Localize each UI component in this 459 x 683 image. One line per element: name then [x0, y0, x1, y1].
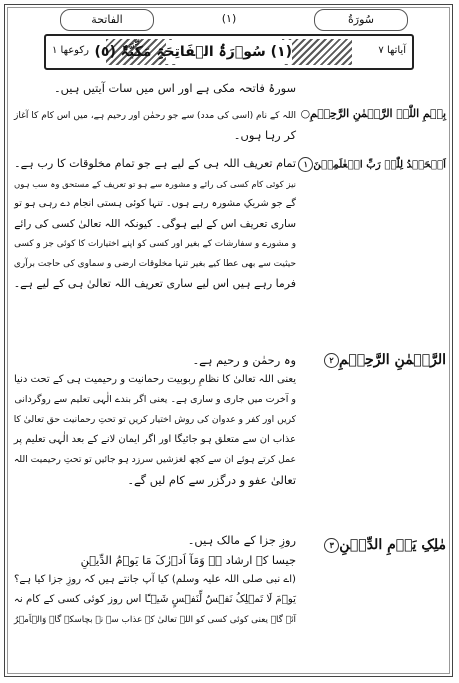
surah-banner — [44, 34, 414, 70]
verse-translation-line: فرما رہے ہیں اس لیے ساری تعریف اللہ تعالیٰ ہی کے لیے ہے۔ — [13, 277, 296, 290]
verse-translation-line: آئے گا۔ یعنی کوئی کسی کو اللہ تعالیٰ کے عذاب سے نہ بچاسکے گا۔ وَالۡاَمۡرُ — [13, 615, 296, 625]
verse-translation-line: عمل کرتے ہوئے ان سے کچھ لغزشیں سرزد ہو جائیں تو تحتِ رحیمیت اللہ — [13, 454, 296, 465]
verse-arabic-text: بِسۡمِ اللّٰہِ الرَّحۡمٰنِ الرَّحِیۡمِ — [310, 107, 446, 120]
verse-translation-line: اللہ کے نام (اسی کی مدد) سے جو رحمٰن اور رحیم ہے، میں اس کام کا آغاز — [13, 111, 296, 121]
ayat-count: آیاتھا ٧ — [378, 45, 406, 56]
page-number: (١) — [221, 12, 237, 25]
verse-translation-line: حیثیت سے بھی عطا کیے بغیر تنہا مخلوقات ارضی و سماوی کی حاجت برآری — [13, 259, 296, 269]
header-surah-label: سُورَةُ — [314, 9, 408, 31]
verse-translation-line: روزِ جزا کے مالک ہیں۔ — [187, 533, 296, 547]
verse-translation-line: کر رہا ہوں۔ — [233, 128, 296, 142]
verse-translation-line: یعنی اللہ تعالیٰ کا نظامِ ربوبیت رحمانیت و رحیمیت ہی کے تحت دنیا — [14, 374, 296, 385]
surah-title: (١) سُوۡرَۃُ الۡفَاتِحَۃِ مَکِّیَّۃٌ (٥) — [166, 40, 292, 64]
verse-arabic — [321, 352, 446, 368]
verse-arabic-text: مٰلِکِ یَوۡمِ الدِّیۡنِ — [339, 537, 446, 553]
verse-arabic — [301, 107, 446, 120]
verse-translation-line: تمام تعریف اللہ ہی کے لیے ہے جو تمام مخلوقات کا رب ہے۔ — [14, 157, 296, 170]
verse-arabic-text: اَلۡحَمۡدُ لِلّٰہِ رَبِّ الۡعٰلَمِیۡنَ — [313, 158, 446, 171]
verse-end-marker: ○ — [300, 107, 311, 120]
verse-number-marker: ١ — [298, 157, 313, 172]
verse-arabic — [321, 537, 446, 553]
verse-translation-line: و آخرت میں جاری و ساری ہے۔ یعنی اگر بندے الٰہی تعلیم سے روگردانی — [14, 394, 296, 405]
verse-arabic-text: الرَّحۡمٰنِ الرَّحِیۡمِ — [339, 352, 446, 368]
verse-translation-line: عذاب ان سے متعلق ہو جائیگا اور اگر ایمان لانے کے بعد الٰہی تعلیم پر — [13, 434, 296, 445]
verse-number-marker: ٣ — [324, 538, 339, 553]
verse-arabic — [295, 157, 446, 172]
header-surah-name: الفاتحة — [60, 9, 154, 31]
verse-translation-line: ساری تعریف اس کے لیے ہوگی۔ کیونکہ اللہ تعالیٰ کسی کی رائے — [14, 218, 296, 230]
verse-translation-line: نیز کوئی کام کسی کی رائے و مشورہ سے ہو تو تعریف کے مستحق وہ سب ہوں — [14, 179, 296, 189]
verse-translation-line: و مشورے و سفارشات کے بغیر اور کسی کو اپنے اختیارات کا کوئی جز و کسی — [14, 239, 296, 249]
ruku-count: رکوعھا ١ — [52, 45, 89, 56]
banner-ornament-right — [282, 39, 352, 65]
verse-translation-line: جیسا کہ ارشاد ہے وَمَآ اَدۡرٰکَ مَا یَوۡمُ الدِّیۡنِ — [80, 553, 296, 567]
verse-translation-line: یَوۡمَ لَا تَمۡلِکُ نَفۡسٌ لِّنَفۡسٍ شَیۡـًٔا اس روز کوئی کسی کے کام نہ — [13, 594, 296, 605]
verse-number-marker: ٢ — [324, 353, 339, 368]
intro-line: سورۂ فاتحہ مکی ہے اور اس میں سات آیتیں ہیں۔ — [53, 81, 296, 95]
verse-translation-line: گے جو شریکِ مشورہ رہے ہوں۔ تنہا کوئی ہستی انجام دے رہی ہو تو — [14, 198, 296, 209]
verse-translation-line: تعالیٰ عفو و درگزر سے کام لیں گے۔ — [127, 473, 296, 487]
verse-translation-line: (اے نبی صلی اللہ علیہ وسلم) کیا آپ جانتے ہیں کہ روزِ جزا کیا ہے؟ — [14, 574, 296, 585]
verse-translation-line: وہ رحمٰن و رحیم ہے۔ — [192, 353, 296, 367]
verse-translation-line: کریں اور کفر و عدوان کی روش اختیار کریں تو تحتِ رحمانیت حق تعالیٰ کا — [13, 415, 296, 425]
